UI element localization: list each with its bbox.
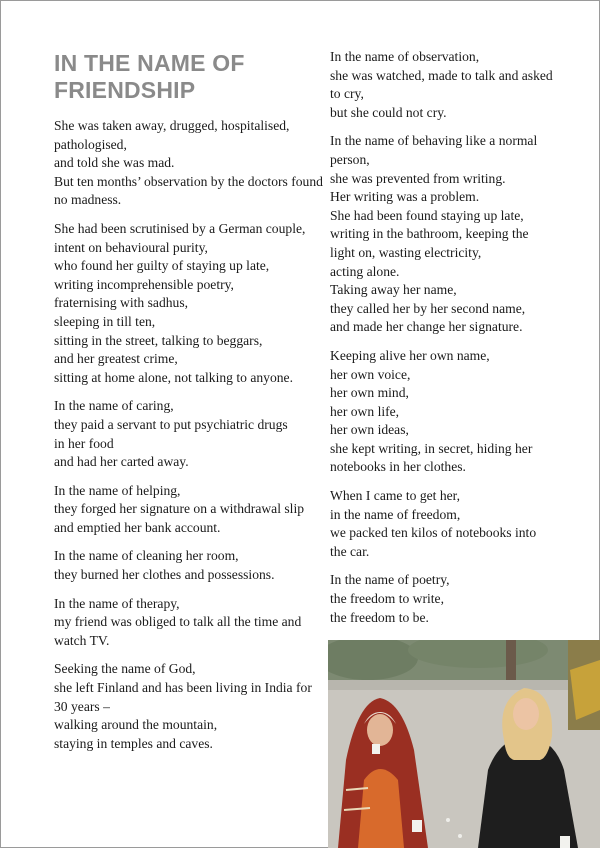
poem-line: and made her change her signature. — [330, 319, 523, 335]
poem-line: she was prevented from writing. — [330, 170, 506, 186]
poem-stanza — [54, 547, 316, 584]
poem-line: but she could not cry. — [330, 104, 447, 120]
poem-line: intent on behavioural purity, — [54, 239, 208, 255]
poem-stanza — [54, 117, 323, 210]
poem-line: my friend was obliged to talk all the time and — [54, 614, 302, 630]
poem-line: writing in the bathroom, keeping the — [330, 226, 529, 242]
photo-cup-ground — [412, 820, 422, 832]
poem-line: and her greatest crime, — [54, 351, 178, 367]
poem-line: we packed ten kilos of notebooks into — [330, 525, 537, 541]
poem-line: the freedom to be. — [330, 609, 429, 625]
photo-ground-dot-1 — [446, 818, 450, 822]
poem-line: In the name of behaving like a normal — [330, 133, 538, 149]
poem-line: her own mind, — [330, 385, 409, 401]
poem-line: In the name of therapy, — [54, 595, 180, 611]
poem-stanza — [54, 397, 316, 471]
photo-road-edge — [328, 680, 600, 690]
poem-line: her own life, — [330, 403, 400, 419]
poem-line: the car. — [330, 543, 370, 559]
poem-line: 30 years – — [54, 698, 110, 714]
photo-illustration — [328, 640, 600, 848]
poem-line: Seeking the name of God, — [54, 661, 196, 677]
poem-line: notebooks in her clothes. — [330, 459, 466, 475]
poem-line: She was taken away, drugged, hospitalised, — [54, 118, 290, 133]
photo-tree-trunk — [506, 640, 516, 680]
poem-stanza — [330, 571, 570, 627]
poem-line: they called her by her second name, — [330, 300, 526, 316]
poem-line: who found her guilty of staying up late, — [54, 258, 270, 274]
poem-line: Her writing was a problem. — [330, 189, 480, 205]
poem-line: the freedom to write, — [330, 591, 444, 607]
poem-stanza — [330, 487, 570, 561]
poem-line: she was watched, made to talk and asked — [330, 67, 553, 83]
poem-line: Keeping alive her own name, — [330, 347, 490, 363]
poem-line: pathologised, — [54, 136, 127, 152]
poem-line: sitting in the street, talking to beggars, — [54, 332, 263, 348]
poem-line: to cry, — [330, 86, 364, 102]
poem-line: she left Finland and has been living in India for — [54, 680, 312, 696]
poem-line: But ten months’ observation by the doctors found — [54, 173, 323, 189]
photo-ground-dot-2 — [458, 834, 462, 838]
poem-line: they forged her signature on a withdrawal slip — [54, 501, 305, 517]
poem-line: In the name of helping, — [54, 482, 181, 498]
poem-line: she kept writing, in secret, hiding her — [330, 440, 533, 456]
photo-cup-right — [560, 836, 570, 848]
poem-line: She had been found staying up late, — [330, 207, 524, 223]
poem-line: light on, wasting electricity, — [330, 244, 482, 260]
poem-stanza — [54, 595, 316, 651]
poem-line: person, — [330, 151, 370, 167]
poem-line: they paid a servant to put psychiatric drugs — [54, 416, 288, 432]
poem-line: no madness. — [54, 192, 122, 208]
photo-two-women — [328, 640, 600, 848]
poem-stanza — [330, 48, 570, 122]
photo-face-right — [513, 698, 539, 730]
poem-line: in her food — [54, 435, 114, 451]
poem-line: her own voice, — [330, 366, 411, 382]
poem-stanza — [54, 660, 316, 753]
poem-line: and had her carted away. — [54, 454, 189, 470]
poem-line: they burned her clothes and possessions. — [54, 567, 275, 583]
poem-line: in the name of freedom, — [330, 506, 461, 522]
poem-line: staying in temples and caves. — [54, 735, 213, 751]
poem-line: writing incomprehensible poetry, — [54, 276, 234, 292]
poem-stanza — [54, 220, 316, 387]
poem-line: sitting at home alone, not talking to anyone. — [54, 369, 293, 385]
poem-line: She had been scrutinised by a German couple, — [54, 220, 306, 236]
poem-line: and told she was mad. — [54, 155, 175, 171]
poem-line: Taking away her name, — [330, 282, 457, 298]
poem-line: and emptied her bank account. — [54, 519, 221, 535]
poem-line: In the name of observation, — [330, 49, 480, 64]
poem-line: watch TV. — [54, 632, 110, 648]
poem-line: walking around the mountain, — [54, 717, 218, 733]
poem-stanza — [330, 347, 570, 477]
poem-line: sleeping in till ten, — [54, 313, 156, 329]
poem-left-column — [54, 117, 323, 763]
poem-stanza — [54, 482, 316, 538]
poem-line: fraternising with sadhus, — [54, 295, 189, 311]
poem-line: In the name of poetry, — [330, 572, 450, 588]
poem-stanza — [330, 132, 570, 337]
poem-line: When I came to get her, — [330, 488, 461, 504]
poem-line: her own ideas, — [330, 422, 409, 438]
poem-right-column — [330, 48, 570, 637]
poem-line: In the name of caring, — [54, 398, 174, 414]
photo-face-left — [367, 714, 393, 746]
poem-line: In the name of cleaning her room, — [54, 548, 239, 564]
poem-title: IN THE NAME OF FRIENDSHIP — [54, 50, 245, 103]
poem-line: acting alone. — [330, 263, 400, 279]
photo-cup-left — [372, 744, 380, 754]
